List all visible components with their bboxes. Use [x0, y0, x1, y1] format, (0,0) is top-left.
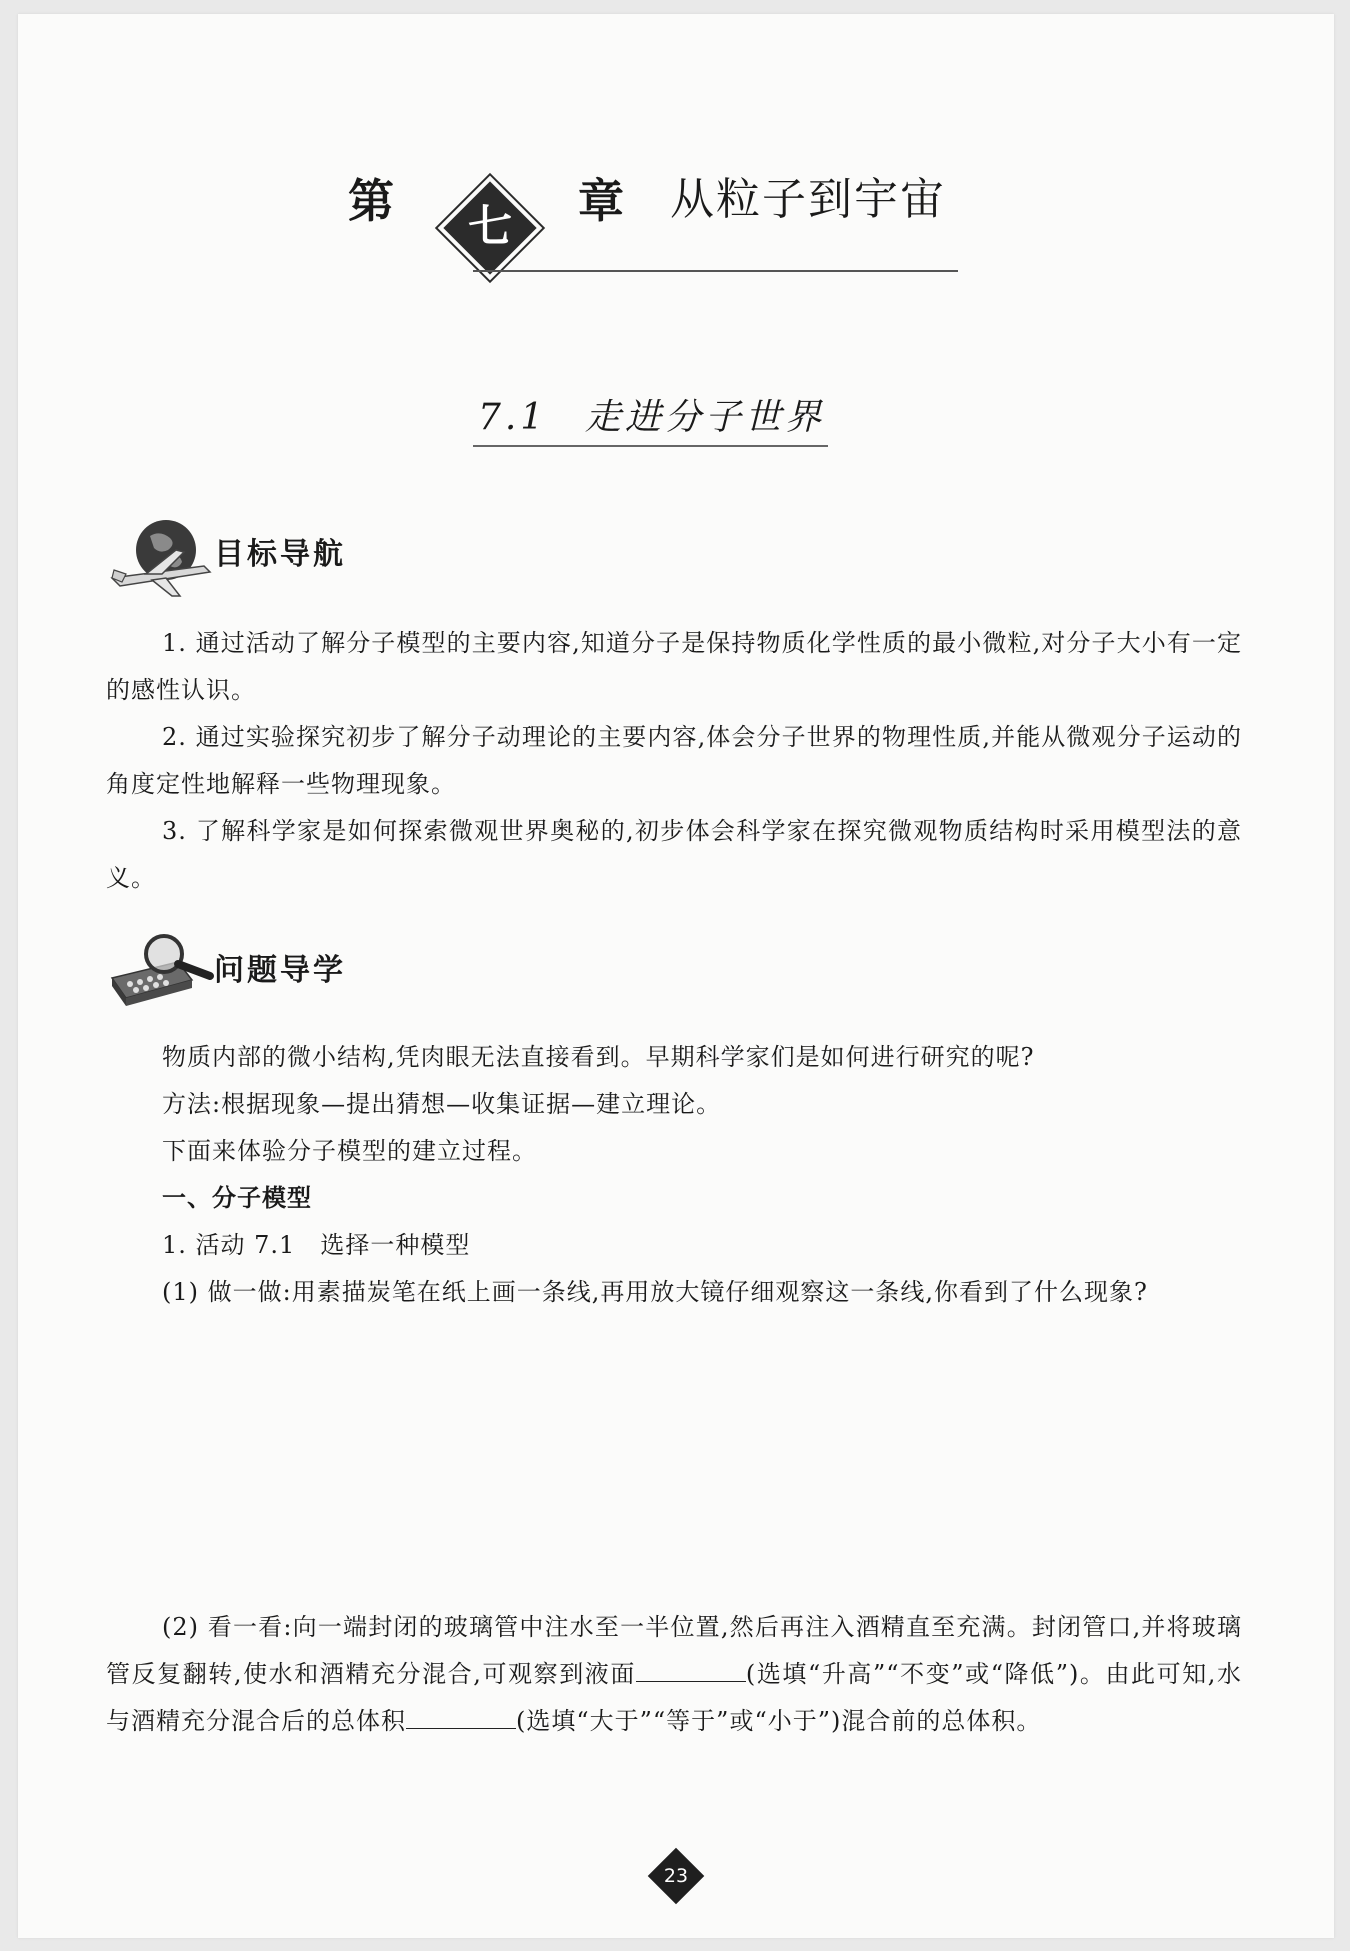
section-title-rule	[473, 445, 828, 447]
guide-content	[106, 1034, 1242, 1316]
answer-blank-volume[interactable]	[406, 1708, 516, 1729]
question-2-part2: (选填“升高”“不变”或“降低”)。由此可知,水与酒精充分混合后的总体积	[106, 1660, 1242, 1735]
page-number: 23	[663, 1865, 689, 1887]
chapter-number-badge	[440, 178, 540, 278]
chapter-number: 七	[468, 201, 512, 252]
answer-blank-level[interactable]	[636, 1661, 746, 1682]
goal-item: 2. 通过实验探究初步了解分子动理论的主要内容,体会分子世界的物理性质,并能从微观分子运动的角度定性地解释一些物理现象。	[106, 723, 1242, 798]
globe-airplane-icon	[106, 512, 218, 604]
guide-heading: 问题导学	[214, 953, 346, 988]
activity-title: 1. 活动 7.1 选择一种模型	[162, 1231, 471, 1259]
transition-paragraph: 下面来体验分子模型的建立过程。	[162, 1137, 537, 1165]
chapter-suffix: 章	[578, 174, 624, 228]
textbook-page	[18, 14, 1334, 1938]
question-2-part3: (选填“大于”“等于”或“小于”)混合前的总体积。	[516, 1707, 1042, 1735]
magnifier-abacus-icon	[106, 932, 218, 1012]
question-2	[106, 1604, 1242, 1745]
section-number: 7.1	[478, 397, 548, 438]
goals-heading: 目标导航	[214, 537, 346, 572]
method-paragraph: 方法:根据现象—提出猜想—收集证据—建立理论。	[162, 1090, 722, 1118]
chapter-prefix: 第	[348, 174, 394, 228]
question-2-part1: (2) 看一看:向一端封闭的玻璃管中注水至一半位置,然后再注入酒精直至充满。封闭管口,并将玻璃管反复翻转,使水和酒精充分混合,可观察到液面	[106, 1613, 1242, 1688]
page-number-badge	[646, 1846, 706, 1906]
chapter-title: 从粒子到宇宙	[670, 174, 946, 225]
goal-item: 1. 通过活动了解分子模型的主要内容,知道分子是保持物质化学性质的最小微粒,对分子大小有一定的感性认识。	[106, 629, 1242, 704]
subheading-molecular-model: 一、分子模型	[162, 1184, 312, 1212]
chapter-title-rule	[473, 270, 958, 272]
question-1: (1) 做一做:用素描炭笔在纸上画一条线,再用放大镜仔细观察这一条线,你看到了什么现象?	[162, 1278, 1148, 1306]
section-title: 走进分子世界	[585, 397, 826, 438]
goals-list	[106, 620, 1242, 902]
intro-paragraph: 物质内部的微小结构,凭肉眼无法直接看到。早期科学家们是如何进行研究的呢?	[162, 1043, 1035, 1071]
goal-item: 3. 了解科学家是如何探索微观世界奥秘的,初步体会科学家在探究微观物质结构时采用模型法的意义。	[106, 817, 1242, 892]
